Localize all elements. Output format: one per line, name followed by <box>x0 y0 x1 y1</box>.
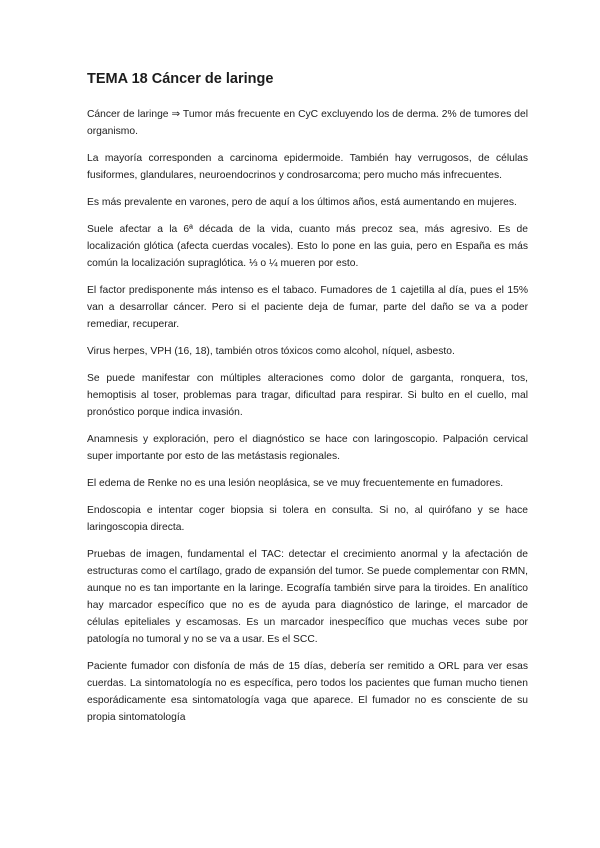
paragraph-age-location: Suele afectar a la 6ª década de la vida, cuanto más precoz sea, más agresivo. Es de localización glótica (afecta cuerdas vocales). Esto lo pone en las guia, pero en España es más común la localización supraglótica. ⅓ o ¼ mueren por esto. <box>87 224 528 269</box>
paragraph-imaging: Pruebas de imagen, fundamental el TAC: detectar el crecimiento anormal y la afectación de estructuras como el cartílago, grado de expansión del tumor. Se puede complementar con RMN, aunque no es tan importante en la laringe. Ecografía también sirve para la tiroides. En analítico hay marcador específico que no es de ayuda para diagnóstico de laringe, el marcador de células epiteliales y escamosas. Es un marcador inespecífico que muchas veces sube por patología no tumoral y no se va a usar. Es el SCC. <box>87 549 528 645</box>
paragraph-histology: La mayoría corresponden a carcinoma epidermoide. También hay verrugosos, de células fusiformes, glandulares, neuroendocrinos y condrosarcoma; pero mucho más infrecuentes. <box>87 153 528 181</box>
paragraph-tobacco: El factor predisponente más intenso es el tabaco. Fumadores de 1 cajetilla al día, pues el 15% van a desarrollar cáncer. Pero si el paciente deja de fumar, parte del daño se va a poder remediar, recuperar. <box>87 285 528 330</box>
paragraph-intro: Cáncer de laringe ⇒ Tumor más frecuente en CyC excluyendo los de derma. 2% de tumores del organismo. <box>87 109 528 137</box>
paragraph-diagnosis: Anamnesis y exploración, pero el diagnóstico se hace con laringoscopio. Palpación cervical super importante por esto de las metástasis regionales. <box>87 434 528 462</box>
paragraph-smoker-dysphonia: Paciente fumador con disfonía de más de 15 días, debería ser remitido a ORL para ver esas cuerdas. La sintomatología no es específica, pero todos los pacientes que fuman mucho tienen esporádicamente esa sintomatología vaga que aparece. El fumador no es consciente de su propia sintomatología <box>87 661 528 723</box>
paragraph-renke-edema: El edema de Renke no es una lesión neoplásica, se ve muy frecuentemente en fumadores. <box>87 478 504 489</box>
paragraph-endoscopy: Endoscopia e intentar coger biopsia si tolera en consulta. Si no, al quirófano y se hace laringoscopia directa. <box>87 505 528 533</box>
paragraph-other-factors: Virus herpes, VPH (16, 18), también otros tóxicos como alcohol, níquel, asbesto. <box>87 346 455 357</box>
page-title: TEMA 18 Cáncer de laringe <box>87 71 274 87</box>
paragraph-prevalence: Es más prevalente en varones, pero de aquí a los últimos años, está aumentando en mujeres. <box>87 197 517 208</box>
paragraph-symptoms: Se puede manifestar con múltiples alteraciones como dolor de garganta, ronquera, tos, hemoptisis al toser, problemas para tragar, dificultad para respirar. Si bulto en el cuello, mal pronóstico porque indica invasión. <box>87 373 528 418</box>
